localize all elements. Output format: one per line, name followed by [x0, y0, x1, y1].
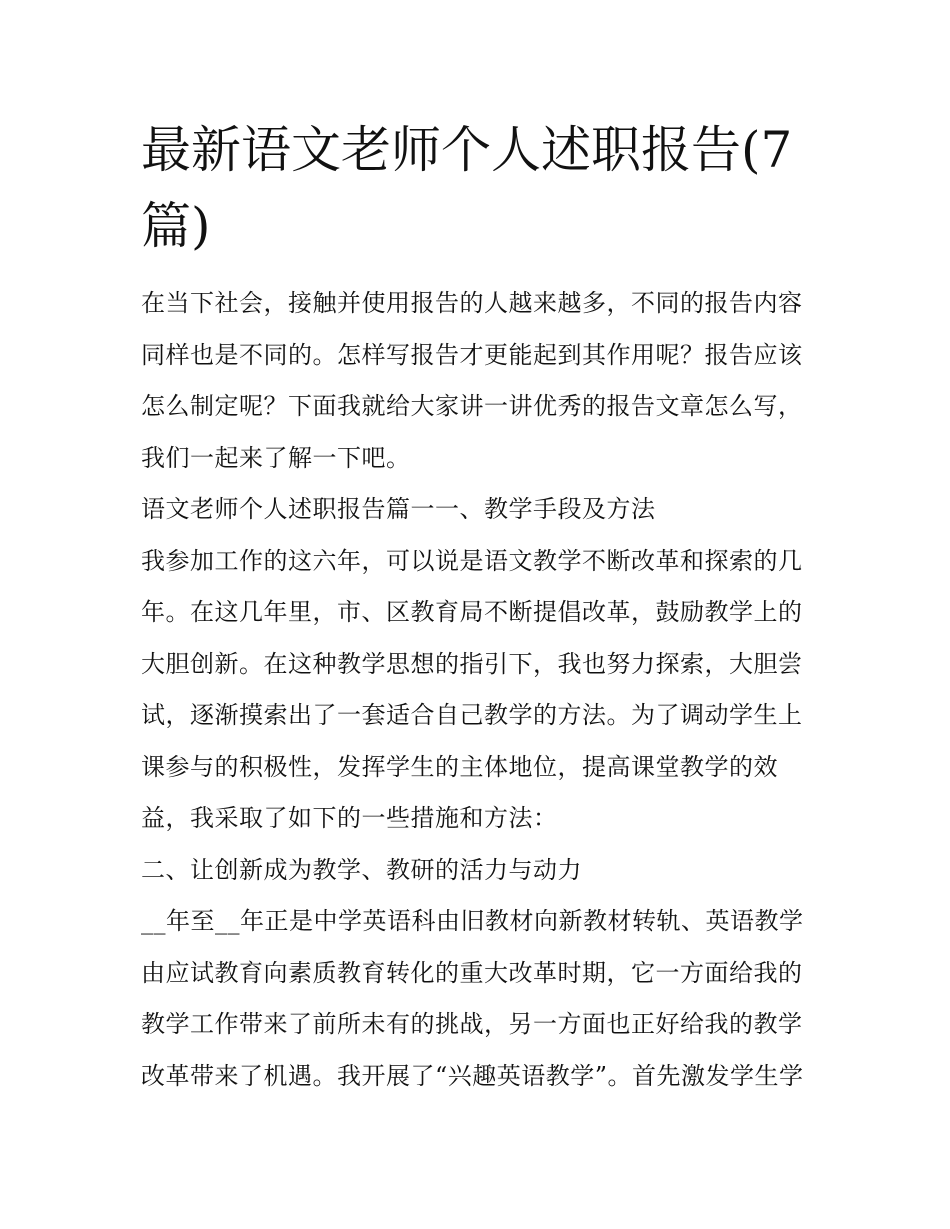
body-line: 由应试教育向素质教育转化的重大改革时期，它一方面给我的: [141, 958, 803, 987]
section-heading: 二、让创新成为教学、教研的活力与动力: [141, 855, 582, 884]
body-line: 我们一起来了解一下吧。: [141, 443, 411, 472]
title-line: 篇): [141, 197, 211, 255]
body-line: 课参与的积极性，发挥学生的主体地位，提高课堂教学的效: [141, 752, 778, 781]
body-line: 试，逐渐摸索出了一套适合自己教学的方法。为了调动学生上: [141, 701, 803, 729]
body-line: 益，我采取了如下的一些措施和方法：: [141, 804, 558, 832]
title-line: 最新语文老师个人述职报告(7: [141, 121, 793, 179]
body-line: 在当下社会，接触并使用报告的人越来越多，不同的报告内容: [141, 289, 803, 317]
body-line: 怎么制定呢？下面我就给大家讲一讲优秀的报告文章怎么写，: [141, 392, 803, 420]
body-line: 教学工作带来了前所未有的挑战，另一方面也正好给我的教学: [141, 1010, 803, 1038]
body-line: 同样也是不同的。怎样写报告才更能起到其作用呢？报告应该: [141, 340, 803, 369]
document-body: [141, 278, 821, 1102]
body-line: 改革带来了机遇。我开展了“兴趣英语教学”。首先激发学生学: [141, 1061, 804, 1090]
section-heading: 语文老师个人述职报告篇一一、教学手段及方法: [141, 495, 656, 523]
body-line: 年。在这几年里，市、区教育局不断提倡改革，鼓励教学上的: [141, 598, 803, 626]
body-line: __年至__年正是中学英语科由旧教材向新教材转轨、英语教学: [141, 907, 804, 935]
body-line: 我参加工作的这六年，可以说是语文教学不断改革和探索的几: [141, 546, 803, 575]
body-line: 大胆创新。在这种教学思想的指引下，我也努力探索，大胆尝: [141, 649, 803, 678]
document-title: [141, 112, 821, 264]
